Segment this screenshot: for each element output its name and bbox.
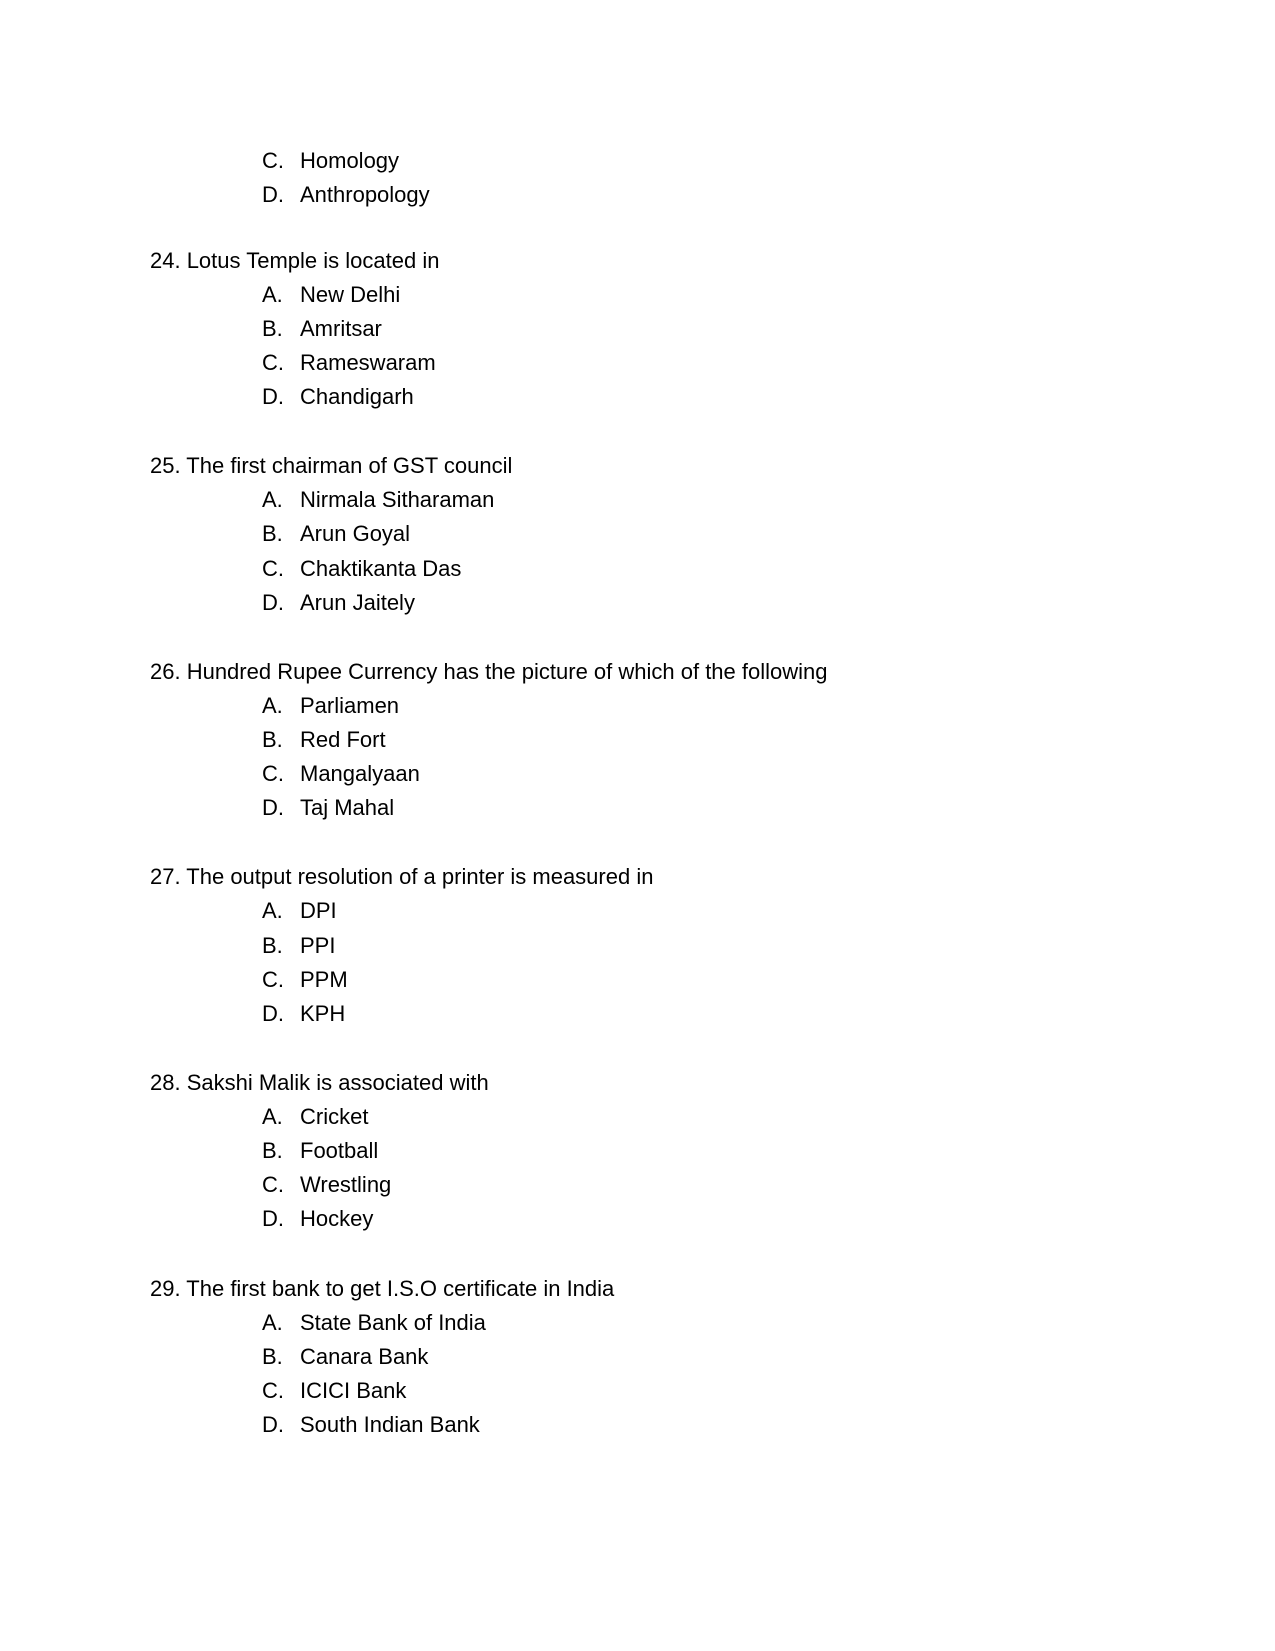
option-letter: C. — [262, 967, 284, 992]
option-letter: D. — [262, 182, 284, 207]
option-text: KPH — [300, 1001, 346, 1026]
option-text: ICICI Bank — [300, 1378, 407, 1403]
option-text: Rameswaram — [300, 350, 436, 375]
option-text: South Indian Bank — [300, 1412, 480, 1437]
option-letter: A. — [262, 693, 283, 718]
option-text: PPM — [300, 967, 348, 992]
option-text: Parliamen — [300, 693, 400, 718]
option-letter: A. — [262, 1310, 283, 1335]
question-text: 27. The output resolution of a printer is measured in — [150, 864, 654, 889]
option-text: Chandigarh — [300, 384, 414, 409]
option-text: PPI — [300, 933, 336, 958]
option-letter: B. — [262, 521, 283, 546]
option-letter: D. — [262, 590, 284, 615]
option-text: Taj Mahal — [300, 795, 395, 820]
option-letter: B. — [262, 727, 283, 752]
option-text: Cricket — [300, 1104, 369, 1129]
option-text: Red Fort — [300, 727, 386, 752]
option-text: State Bank of India — [300, 1310, 486, 1335]
option-letter: D. — [262, 1001, 284, 1026]
option-letter: B. — [262, 316, 283, 341]
option-text: New Delhi — [300, 282, 401, 307]
option-text: DPI — [300, 898, 337, 923]
option-letter: C. — [262, 350, 284, 375]
option-letter: C. — [262, 556, 284, 581]
option-text: Mangalyaan — [300, 761, 420, 786]
question-text: 28. Sakshi Malik is associated with — [150, 1070, 489, 1095]
option-letter: B. — [262, 1138, 283, 1163]
question-text: 25. The first chairman of GST council — [150, 453, 513, 478]
option-text: Canara Bank — [300, 1344, 429, 1369]
option-letter: A. — [262, 282, 283, 307]
option-letter: A. — [262, 1104, 283, 1129]
question-text: 24. Lotus Temple is located in — [150, 248, 440, 273]
option-letter: B. — [262, 1344, 283, 1369]
question-text: 26. Hundred Rupee Currency has the picture of which of the following — [150, 659, 828, 684]
option-text: Arun Jaitely — [300, 590, 415, 615]
option-letter: C. — [262, 761, 284, 786]
option-letter: A. — [262, 898, 283, 923]
option-text: Anthropology — [300, 182, 430, 207]
option-letter: C. — [262, 148, 284, 173]
option-letter: D. — [262, 384, 284, 409]
option-letter: A. — [262, 487, 283, 512]
option-text: Amritsar — [300, 316, 382, 341]
option-letter: D. — [262, 795, 284, 820]
option-text: Arun Goyal — [300, 521, 411, 546]
option-text: Wrestling — [300, 1172, 392, 1197]
option-text: Football — [300, 1138, 379, 1163]
option-letter: C. — [262, 1378, 284, 1403]
option-text: Nirmala Sitharaman — [300, 487, 495, 512]
option-text: Hockey — [300, 1206, 374, 1231]
option-text: Homology — [300, 148, 400, 173]
question-text: 29. The first bank to get I.S.O certificate in India — [150, 1276, 615, 1301]
option-letter: B. — [262, 933, 283, 958]
option-letter: D. — [262, 1412, 284, 1437]
option-text: Chaktikanta Das — [300, 556, 462, 581]
option-letter: D. — [262, 1206, 284, 1231]
option-letter: C. — [262, 1172, 284, 1197]
